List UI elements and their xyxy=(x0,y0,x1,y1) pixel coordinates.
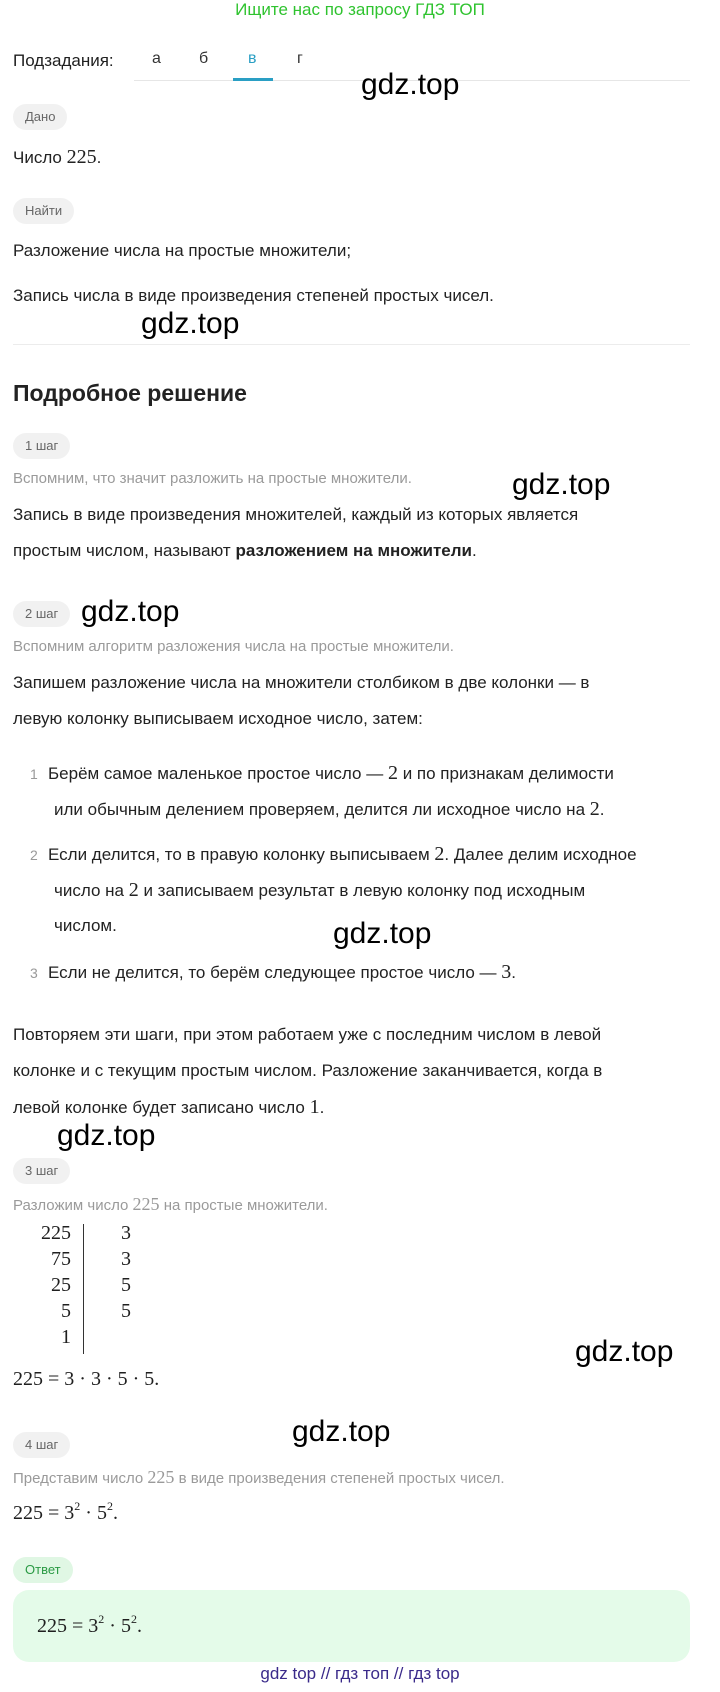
given-badge: Дано xyxy=(13,104,67,130)
search-banner: Ищите нас по запросу ГДЗ ТОП xyxy=(235,0,485,19)
find-line-1: Разложение числа на простые множители; xyxy=(13,241,352,260)
answer-value: $225 = 3^2 \cdot 5^2$. xyxy=(37,1612,142,1637)
answer-box xyxy=(13,1590,690,1662)
solution-title: Подробное решение xyxy=(13,380,247,406)
list-item-1-line-2: или обычным делением проверяем, делится ли исходное число на 2. xyxy=(54,798,605,820)
watermark: gdz.top xyxy=(81,595,180,628)
step-4-result: $225 = 3^2 \cdot 5^2$. xyxy=(13,1499,118,1524)
step-2-outro-1: Повторяем эти шаги, при этом работаем уже с последним числом в левой xyxy=(13,1025,602,1044)
watermark: gdz.top xyxy=(333,917,432,950)
tab-g[interactable]: г xyxy=(297,50,303,67)
list-item-number: 1 xyxy=(30,766,38,782)
step-2-intro-2: левую колонку выписываем исходное число, затем: xyxy=(13,709,423,728)
tab-v[interactable]: в xyxy=(248,50,257,67)
step-3-badge: 3 шаг xyxy=(13,1158,70,1184)
step-2-badge: 2 шаг xyxy=(13,601,70,627)
watermark: gdz.top xyxy=(575,1335,674,1368)
step-1-badge: 1 шаг xyxy=(13,433,70,459)
active-tab-indicator xyxy=(233,78,273,81)
step-2-hint: Вспомним алгоритм разложения числа на простые множители. xyxy=(13,638,454,655)
table-divider xyxy=(83,1224,84,1354)
watermark: gdz.top xyxy=(292,1415,391,1448)
find-badge: Найти xyxy=(13,198,74,224)
step-4-badge: 4 шаг xyxy=(13,1432,70,1458)
watermark: gdz.top xyxy=(512,468,611,501)
step-4-hint: Представим число 225 в виде произведения степеней простых чисел. xyxy=(13,1467,505,1487)
list-item-2-line-2: число на 2 и записываем результат в левую колонку под исходным xyxy=(54,879,586,901)
watermark: gdz.top xyxy=(57,1119,156,1152)
footer-link-3[interactable]: гдз top xyxy=(408,1664,460,1683)
step-2-outro-3: левой колонке будет записано число 1. xyxy=(13,1096,325,1118)
subtasks-label: Подзадания: xyxy=(13,51,114,70)
tab-a[interactable]: а xyxy=(152,50,161,67)
watermark: gdz.top xyxy=(141,307,240,340)
step-3-hint: Разложим число 225 на простые множители. xyxy=(13,1194,328,1214)
section-divider xyxy=(13,344,690,345)
find-line-2: Запись числа в виде произведения степеней простых чисел. xyxy=(13,286,494,305)
step-3-result: 225 = 3 · 3 · 5 · 5. xyxy=(13,1368,160,1390)
footer-link-1[interactable]: gdz top xyxy=(260,1664,317,1683)
step-1-line-2: простым числом, называют разложением на множители. xyxy=(13,541,477,560)
list-item-3-line-1: Если не делится, то берём следующее простое число — 3. xyxy=(48,961,516,983)
list-item-number: 2 xyxy=(30,847,38,863)
list-item-number: 3 xyxy=(30,965,38,981)
list-item-1-line-1: Берём самое маленькое простое число — 2 и по признакам делимости xyxy=(48,762,614,784)
step-2-intro-1: Запишем разложение числа на множители столбиком в две колонки — в xyxy=(13,673,590,692)
step-1-line-1: Запись в виде произведения множителей, каждый из которых является xyxy=(13,505,579,524)
list-item-2-line-3: числом. xyxy=(54,916,117,935)
step-1-hint: Вспомним, что значит разложить на простые множители. xyxy=(13,470,412,487)
step-2-outro-2: колонке и с текущим простым числом. Разложение заканчивается, когда в xyxy=(13,1061,603,1080)
watermark: gdz.top xyxy=(361,68,460,101)
footer-links: gdz top // гдз топ // гдз top xyxy=(260,1664,460,1683)
given-text: Число 225. xyxy=(13,146,102,168)
tab-b[interactable]: б xyxy=(199,50,209,67)
bold-term: разложением на множители xyxy=(235,541,472,560)
list-item-2-line-1: Если делится, то в правую колонку выписываем 2. Далее делим исходное xyxy=(48,843,637,865)
answer-badge: Ответ xyxy=(13,1557,73,1583)
footer-link-2[interactable]: гдз топ xyxy=(335,1664,390,1683)
